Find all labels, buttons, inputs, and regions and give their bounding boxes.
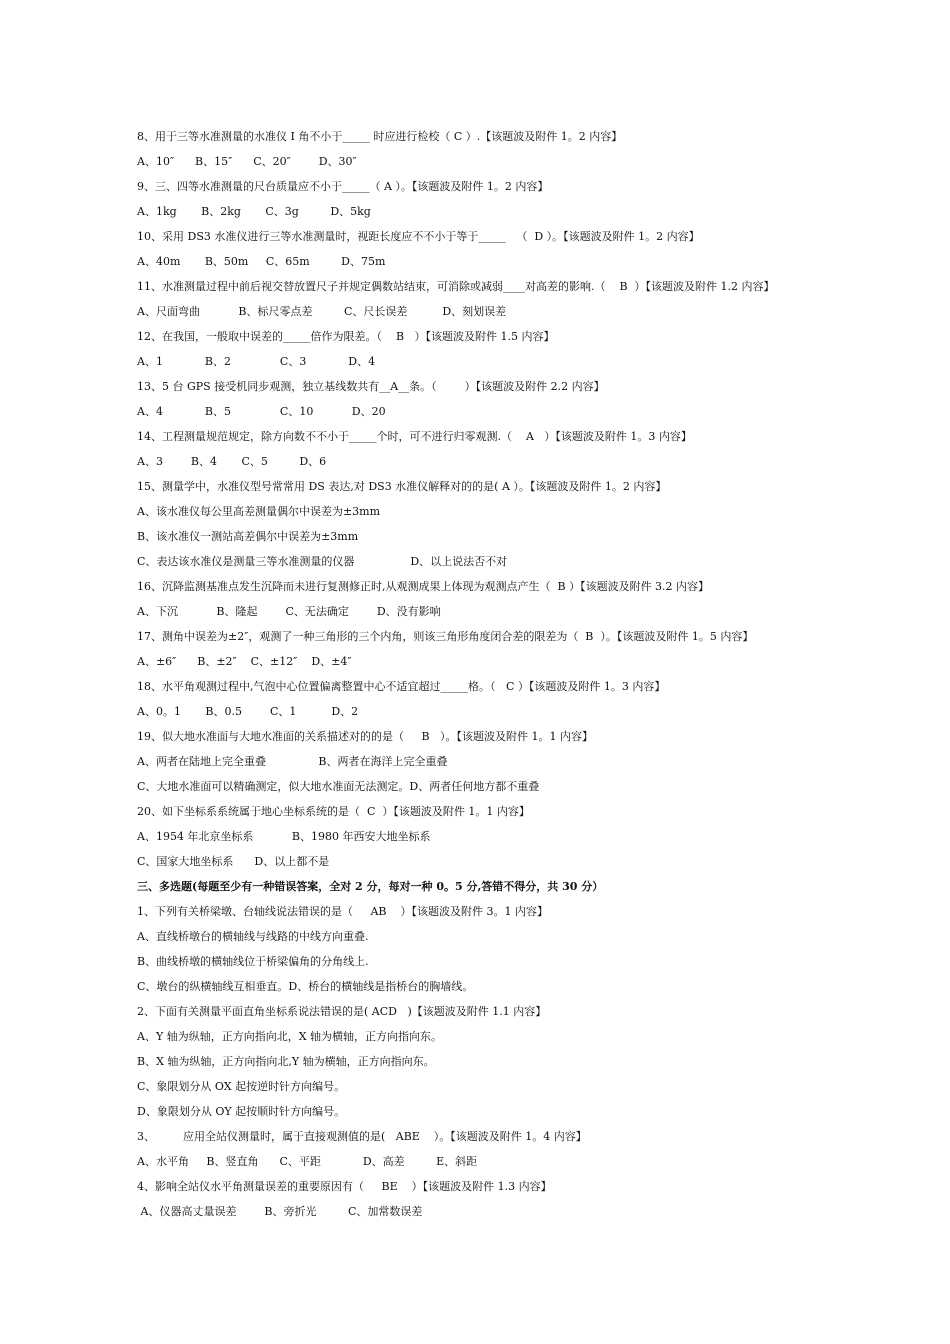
question-19: 19、似大地水准面与大地水准面的关系描述对的的是（ B ）。【该题波及附件 1。1 内容】: [137, 730, 594, 743]
multi-option-2d: D、象限划分从 OY 起按顺时针方向编号。: [137, 1105, 346, 1118]
question-15: 15、测量学中，水准仪型号常常用 DS 表达,对 DS3 水准仪解释对的的是( A ）。【该题波及附件 1。2 内容】: [137, 480, 667, 493]
option-15a: A、该水准仪每公里高差测量偶尔中误差为±3mm: [137, 505, 381, 518]
multi-options-4: A、仪器高丈量误差 B、旁折光 C、加常数误差: [137, 1205, 423, 1218]
multi-question-1: 1、下列有关桥梁墩、台轴线说法错误的是（ AB ）【该题波及附件 3。1 内容】: [137, 905, 548, 918]
multi-option-1a: A、直线桥墩台的横轴线与线路的中线方向重叠.: [137, 930, 369, 943]
options-20ab: A、1954 年北京坐标系 B、1980 年西安大地坐标系: [137, 830, 431, 843]
question-10: 10、采用 DS3 水准仪进行三等水准测量时，视距长度应不不小于等于_____ （ D ）。【该题波及附件 1。2 内容】: [137, 230, 700, 243]
options-8: A、10″ B、15″ C、20″ D、30″: [137, 155, 357, 168]
multi-option-1cd: C、墩台的纵横轴线互相垂直。D、桥台的横轴线是指桥台的胸墙线。: [137, 980, 474, 993]
question-11: 11、水准测量过程中前后视交替放置尺子并规定偶数站结束，可消除或减弱____对高差的影响.（ B ）【该题波及附件 1.2 内容】: [137, 280, 775, 293]
options-10: A、40m B、50m C、65m D、75m: [137, 255, 386, 268]
section-heading-multiple-choice: 三、多选题(每题至少有一种错误答案，全对 2 分，每对一种 0。5 分,答错不得分，共 30 分）: [137, 880, 604, 893]
options-18: A、0。1 B、0.5 C、1 D、2: [137, 705, 359, 718]
option-15b: B、该水准仪一测站高差偶尔中误差为±3mm: [137, 530, 359, 543]
options-19ab: A、两者在陆地上完全重叠 B、两者在海洋上完全重叠: [137, 755, 448, 768]
question-16: 16、沉降监测基准点发生沉降而未进行复测修正时,从观测成果上体现为观测点产生（ B ）【该题波及附件 3.2 内容】: [137, 580, 710, 593]
question-9: 9、三、四等水准测量的尺台质量应不小于_____（ A ）。【该题波及附件 1。2 内容】: [137, 180, 549, 193]
options-19cd: C、大地水准面可以精确测定，似大地水准面无法测定。D、两者任何地方都不重叠: [137, 780, 540, 793]
options-11: A、尺面弯曲 B、标尺零点差 C、尺长误差 D、刻划误差: [137, 305, 507, 318]
multi-option-2b: B、X 轴为纵轴，正方向指向北,Y 轴为横轴，正方向指向东。: [137, 1055, 435, 1068]
options-20cd: C、国家大地坐标系 D、以上都不是: [137, 855, 330, 868]
option-15cd: C、表达该水准仪是测量三等水准测量的仪器 D、以上说法否不对: [137, 555, 508, 568]
options-17: A、±6″ B、±2″ C、±12″ D、±4″: [137, 655, 352, 668]
multi-option-2a: A、Y 轴为纵轴，正方向指向北，X 轴为横轴，正方向指向东。: [137, 1030, 443, 1043]
multi-options-3: A、水平角 B、竖直角 C、平距 D、高差 E、斜距: [137, 1155, 478, 1168]
multi-question-4: 4、影响全站仪水平角测量误差的重要原因有（ BE ）【该题波及附件 1.3 内容】: [137, 1180, 552, 1193]
options-16: A、下沉 B、隆起 C、无法确定 D、没有影响: [137, 605, 441, 618]
options-12: A、1 B、2 C、3 D、4: [137, 355, 376, 368]
multi-question-2: 2、下面有关测量平面直角坐标系说法错误的是( ACD )【该题波及附件 1.1 内容】: [137, 1005, 547, 1018]
options-14: A、3 B、4 C、5 D、6: [137, 455, 327, 468]
multi-option-2c: C、象限划分从 OX 起按逆时针方向编号。: [137, 1080, 346, 1093]
options-13: A、4 B、5 C、10 D、20: [137, 405, 386, 418]
question-18: 18、水平角观测过程中,气泡中心位置偏离整置中心不适宜超过_____格。（ C ）【该题波及附件 1。3 内容】: [137, 680, 666, 693]
options-9: A、1kg B、2kg C、3g D、5kg: [137, 205, 371, 218]
question-20: 20、如下坐标系系统属于地心坐标系统的是（ C ）【该题波及附件 1。1 内容】: [137, 805, 530, 818]
question-14: 14、工程测量规范规定，除方向数不不小于_____个时，可不进行归零观测.（ A ）【该题波及附件 1。3 内容】: [137, 430, 692, 443]
multi-option-1b: B、曲线桥墩的横轴线位于桥梁偏角的分角线上.: [137, 955, 369, 968]
multi-question-3: 3、 应用全站仪测量时，属于直接观测值的是( ABE ）。【该题波及附件 1。4 内容】: [137, 1130, 587, 1143]
question-12: 12、在我国，一般取中误差的_____倍作为限差。（ B ）【该题波及附件 1.5 内容】: [137, 330, 555, 343]
question-13: 13、5 台 GPS 接受机同步观测，独立基线数共有__A__条。（ ）【该题波及附件 2.2 内容】: [137, 380, 605, 393]
question-17: 17、测角中误差为±2″，观测了一种三角形的三个内角，则该三角形角度闭合差的限差为（ B ）。【该题波及附件 1。5 内容】: [137, 630, 754, 643]
question-8: 8、用于三等水准测量的水准仪 I 角不小于_____ 时应进行检校（ C ）.【该题波及附件 1。2 内容】: [137, 130, 623, 143]
